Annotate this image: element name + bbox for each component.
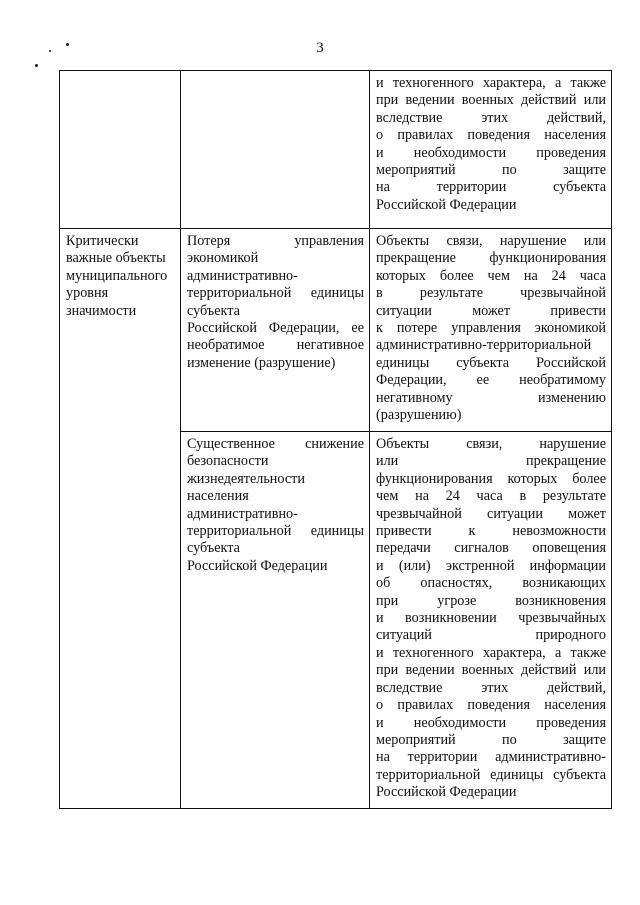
text-line: прекращение функционирования bbox=[376, 250, 606, 267]
text-line: территориальной единицы bbox=[187, 285, 364, 302]
text-line: и возникновении чрезвычайных bbox=[376, 610, 606, 627]
table-cell bbox=[181, 229, 370, 432]
text-line: вследствие этих действий, bbox=[376, 679, 606, 696]
text-line: при угрозе возникновения bbox=[376, 592, 606, 609]
text-line: к потере управления экономикой bbox=[376, 320, 606, 337]
text-line: мероприятий по защите bbox=[376, 162, 606, 179]
text-line: экономикой bbox=[187, 250, 259, 267]
text-line: и техногенного характера, а также bbox=[376, 75, 606, 91]
text-line: передачи сигналов оповещения bbox=[376, 540, 606, 557]
text-line: жизнедеятельности bbox=[187, 470, 305, 487]
text-line: мероприятий по защите bbox=[376, 731, 606, 748]
text-line: Критически bbox=[66, 233, 139, 249]
text-line: о правилах поведения населения bbox=[376, 697, 606, 714]
text-line: при ведении военных действий или bbox=[376, 92, 606, 109]
text-line: муниципального bbox=[66, 267, 168, 284]
object-category bbox=[66, 233, 175, 320]
text-line: Объекты связи, нарушение bbox=[376, 436, 606, 452]
text-line: которых более чем на 24 часа bbox=[376, 267, 606, 284]
table-cell bbox=[60, 71, 181, 229]
text-line: или прекращение bbox=[376, 453, 606, 470]
text-line: изменение (разрушение) bbox=[187, 354, 336, 371]
table-cell bbox=[60, 229, 181, 809]
text-line: Российской Федерации bbox=[376, 784, 517, 801]
text-line: Объекты связи, нарушение или bbox=[376, 233, 606, 249]
text-line: об опасностях, возникающих bbox=[376, 575, 606, 592]
table-cell bbox=[181, 71, 370, 229]
text-line: территориальной единицы субъекта bbox=[376, 766, 606, 783]
text-line: ситуации может привести bbox=[376, 302, 606, 319]
text-line: в результате чрезвычайной bbox=[376, 285, 606, 302]
scan-speck bbox=[66, 43, 69, 46]
text-line: населения bbox=[187, 488, 249, 505]
scan-speck bbox=[35, 64, 38, 67]
text-line: о правилах поведения населения bbox=[376, 127, 606, 144]
text-line: чрезвычайной ситуации может bbox=[376, 505, 606, 522]
text-line: вследствие этих действий, bbox=[376, 109, 606, 126]
scan-speck bbox=[49, 50, 51, 52]
text-line: и (или) экстренной информации bbox=[376, 557, 606, 574]
text-line: уровня bbox=[66, 285, 109, 302]
text-line: и техногенного характера, а также bbox=[376, 644, 606, 661]
document-table bbox=[59, 70, 612, 809]
text-line: (разрушению) bbox=[376, 407, 462, 424]
text-line: Потеря управления bbox=[187, 233, 364, 249]
text-line: важные объекты bbox=[66, 250, 166, 267]
text-line: ситуаций природного bbox=[376, 627, 606, 644]
text-line: административно-территориальной bbox=[376, 337, 592, 354]
table-cell bbox=[370, 71, 612, 229]
text-line: при ведении военных действий или bbox=[376, 662, 606, 679]
table-cell bbox=[181, 432, 370, 809]
text-line: Федерации, ее необратимому bbox=[376, 372, 606, 389]
text-line: и необходимости проведения bbox=[376, 144, 606, 161]
text-line: территориальной единицы bbox=[187, 523, 364, 540]
text-line: необратимое негативное bbox=[187, 337, 364, 354]
page-number: 3 bbox=[316, 40, 324, 56]
objects-description bbox=[376, 436, 606, 802]
text-line: субъекта bbox=[187, 540, 240, 557]
text-line: значимости bbox=[66, 302, 137, 319]
text-line: на территории административно- bbox=[376, 749, 606, 766]
table-row bbox=[60, 71, 612, 229]
table-row bbox=[60, 229, 612, 432]
consequence-text bbox=[187, 233, 364, 372]
text-line: чем на 24 часа в результате bbox=[376, 488, 606, 505]
text-line: административно- bbox=[187, 267, 298, 284]
text-line: и необходимости проведения bbox=[376, 714, 606, 731]
cell-text bbox=[376, 75, 606, 214]
consequence-text bbox=[187, 436, 364, 575]
text-line: функционирования которых более bbox=[376, 470, 606, 487]
text-line: негативному изменению bbox=[376, 389, 606, 406]
text-line: единицы субъекта Российской bbox=[376, 354, 606, 371]
table-cell bbox=[370, 432, 612, 809]
text-line: субъекта bbox=[187, 302, 240, 319]
text-line: Российской Федерации bbox=[187, 557, 328, 574]
text-line: привести к невозможности bbox=[376, 523, 606, 540]
text-line: на территории субъекта bbox=[376, 179, 606, 196]
table-cell bbox=[370, 229, 612, 432]
text-line: Российской Федерации bbox=[376, 196, 517, 213]
text-line: Существенное снижение bbox=[187, 436, 364, 452]
objects-description bbox=[376, 233, 606, 424]
text-line: административно- bbox=[187, 505, 298, 522]
text-line: безопасности bbox=[187, 453, 269, 470]
text-line: Российской Федерации, ее bbox=[187, 320, 364, 337]
